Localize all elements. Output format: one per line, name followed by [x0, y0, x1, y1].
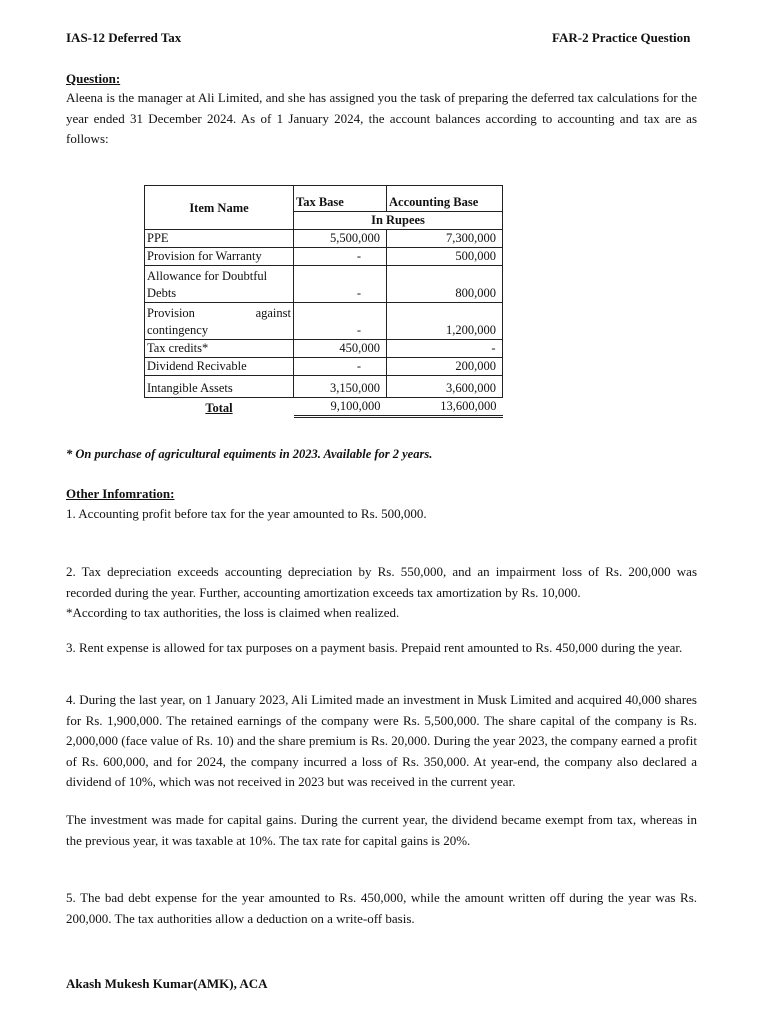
table-total-row: [145, 398, 503, 417]
row-acc: 1,200,000: [387, 303, 503, 340]
row-tax: 5,500,000: [294, 230, 387, 248]
row-item-word: Provision: [147, 306, 195, 320]
row-acc: -: [387, 340, 503, 358]
question-intro: Aleena is the manager at Ali Limited, and she has assigned you the task of preparing the deferred tax calculations for the year ended 31 December 2024. As of 1 January 2024, the account balances according to accounting and tax are as follows:: [66, 90, 697, 146]
header-tax-base: Tax Base: [294, 186, 387, 212]
row-acc: 800,000: [387, 266, 503, 303]
row-item-line2: Debts: [147, 286, 177, 300]
table-row: [145, 248, 503, 266]
info-point-5: 5. The bad debt expense for the year amounted to Rs. 450,000, while the amount written off during the year was Rs. 200,000. The tax authorities allow a deduction on a write-off basis.: [66, 890, 697, 926]
info-point-2: [66, 562, 697, 624]
table-row: [145, 340, 503, 358]
row-acc: 500,000: [387, 248, 503, 266]
total-label: [145, 398, 294, 417]
table-row: [145, 266, 503, 303]
header-topic: IAS-12 Deferred Tax: [66, 30, 182, 45]
total-acc: 13,600,000: [387, 398, 503, 417]
question-title: Question:: [66, 71, 121, 86]
table-row: [145, 358, 503, 376]
other-info-title: Other Infomration:: [66, 486, 175, 501]
info-point-1: 1. Accounting profit before tax for the year amounted to Rs. 500,000.: [66, 506, 427, 521]
row-item: Intangible Assets: [145, 376, 294, 398]
row-tax: 450,000: [294, 340, 387, 358]
header-accounting-base: Accounting Base: [387, 186, 503, 212]
header-item-name: Item Name: [145, 186, 294, 230]
row-item: Tax credits*: [145, 340, 294, 358]
row-item: [145, 266, 294, 303]
table-row: [145, 230, 503, 248]
header-unit: In Rupees: [294, 212, 503, 230]
row-item-line1: Allowance for Doubtful: [147, 269, 268, 283]
row-item: Dividend Recivable: [145, 358, 294, 376]
info-point-2-text: 2. Tax depreciation exceeds accounting depreciation by Rs. 550,000, and an impairment loss of Rs. 200,000 was recorded during the year. Further, accounting amortization exceeds tax amortization by Rs. 10,000.: [66, 564, 697, 600]
row-item-word: against: [255, 306, 291, 320]
row-tax: -: [294, 266, 387, 303]
row-item: PPE: [145, 230, 294, 248]
row-acc: 200,000: [387, 358, 503, 376]
table-footnote: * On purchase of agricultural equiments in 2023. Available for 2 years.: [66, 447, 433, 461]
info-point-3: 3. Rent expense is allowed for tax purposes on a payment basis. Prepaid rent amounted to Rs. 450,000 during the year.: [66, 640, 683, 655]
row-tax: -: [294, 358, 387, 376]
balances-table: [144, 185, 503, 418]
total-tax: 9,100,000: [294, 398, 387, 417]
header-practice-label: FAR-2 Practice Question: [552, 30, 691, 45]
row-item-line2: contingency: [147, 323, 209, 337]
row-tax: 3,150,000: [294, 376, 387, 398]
row-item-line1: [147, 305, 291, 322]
row-item: [145, 303, 294, 340]
author-footer: Akash Mukesh Kumar(AMK), ACA: [66, 976, 268, 991]
info-point-4-continued: The investment was made for capital gains. During the current year, the dividend became exempt from tax, whereas in the previous year, it was taxable at 10%. The tax rate for capital gains is 20%.: [66, 812, 697, 848]
row-tax: -: [294, 248, 387, 266]
table-row: [145, 303, 503, 340]
info-point-2-note: *According to tax authorities, the loss is claimed when realized.: [66, 605, 400, 620]
row-acc: 3,600,000: [387, 376, 503, 398]
row-item: Provision for Warranty: [145, 248, 294, 266]
table-header-row: [145, 186, 503, 212]
row-tax: -: [294, 303, 387, 340]
info-point-4: 4. During the last year, on 1 January 2023, Ali Limited made an investment in Musk Limited and acquired 40,000 shares for Rs. 1,900,000. The retained earnings of the company were Rs. 5,500,000. The share capital of the company is Rs. 2,000,000 (face value of Rs. 10) and the share premium is Rs. 20,000. During the year 2023, the company earned a profit of Rs. 600,000, and for 2024, the company incurred a loss of Rs. 350,000. At year-end, the company also declared a dividend of 10%, which was not received in 2023 but was received in the current year.: [66, 692, 697, 789]
total-label-text: Total: [205, 400, 233, 415]
table-row: [145, 376, 503, 398]
row-acc: 7,300,000: [387, 230, 503, 248]
